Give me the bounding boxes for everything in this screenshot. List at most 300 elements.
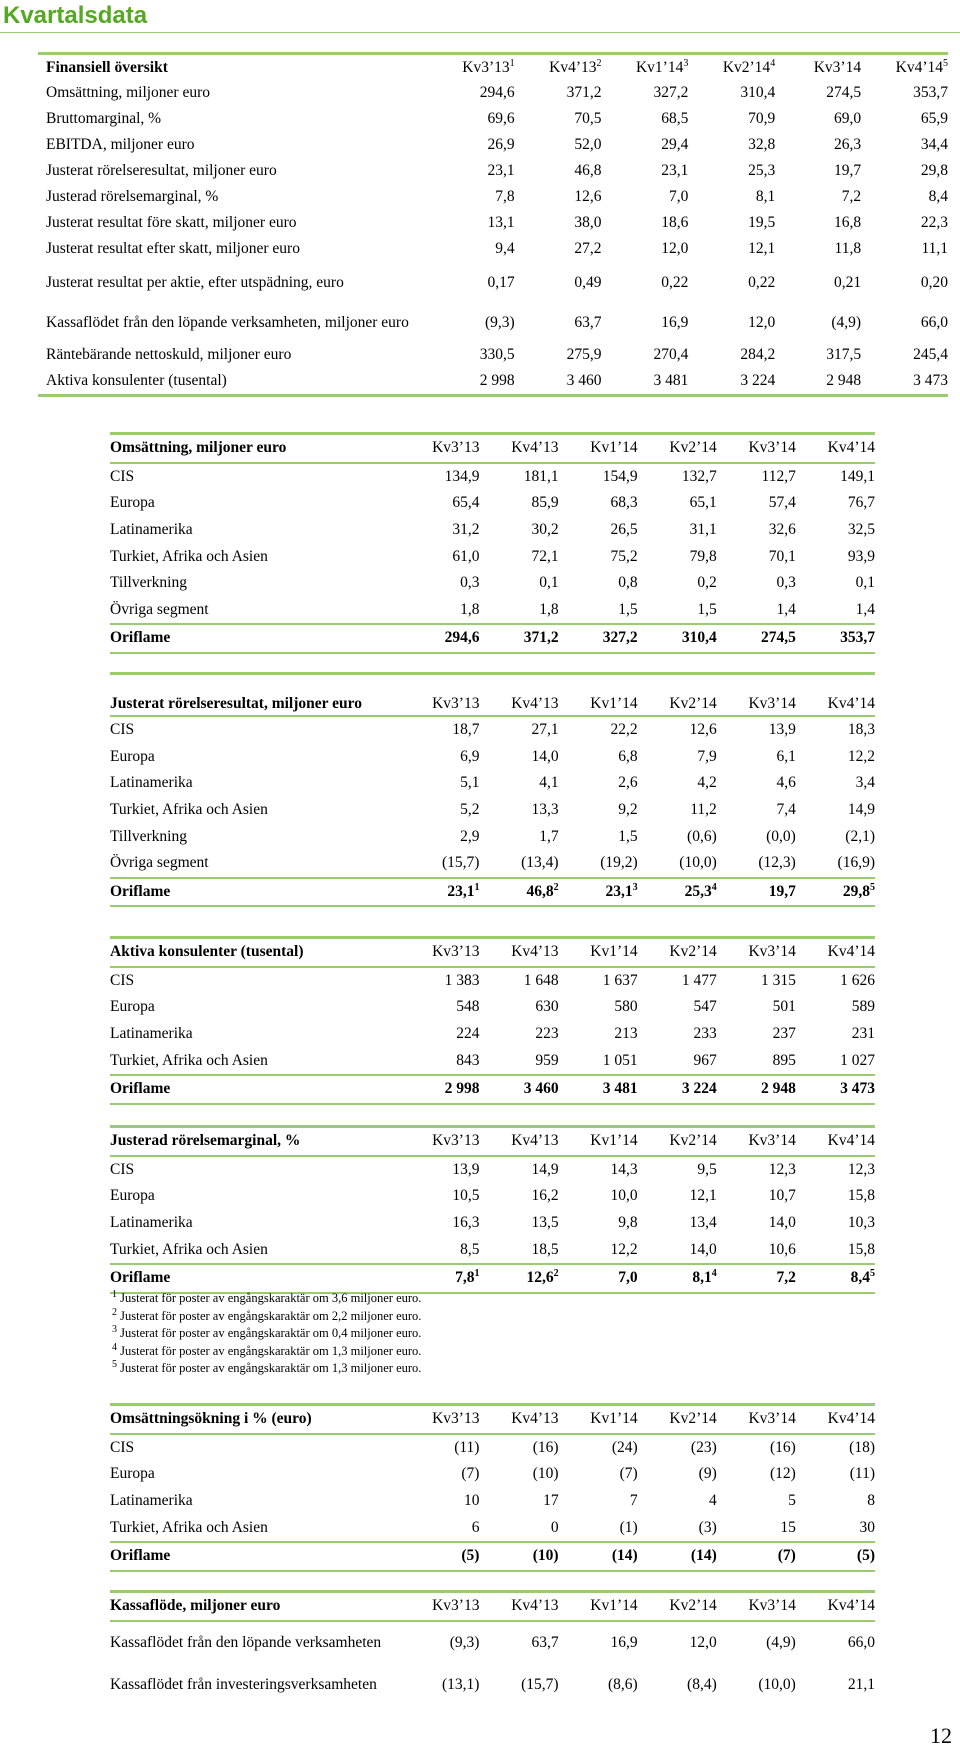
table-cell: (16) xyxy=(532,1438,559,1456)
table-cell: (0,0) xyxy=(766,827,796,845)
total-value: (5) xyxy=(461,1547,480,1565)
overview-cell: 294,6 xyxy=(479,84,515,101)
table-cell: 13,4 xyxy=(689,1214,717,1232)
overview-cell: 270,4 xyxy=(653,346,689,363)
overview-cell: 11,8 xyxy=(834,240,862,257)
column-header: Kv4’13 xyxy=(479,1592,558,1621)
total-label: Oriflame xyxy=(110,1075,400,1104)
column-header: Kv3’13 xyxy=(400,1592,479,1621)
table-cell: 224 xyxy=(456,1025,480,1043)
total-value: 353,7 xyxy=(840,629,875,647)
overview-cell: 317,5 xyxy=(826,346,862,363)
overview-cell: 46,8 xyxy=(574,162,602,179)
footnote-ref: 5 xyxy=(870,1268,875,1280)
table-cell: 6,9 xyxy=(460,747,480,765)
table-cell: 231 xyxy=(851,1025,875,1043)
table-header-row xyxy=(110,1592,875,1621)
table-cell: 5,2 xyxy=(460,801,480,819)
table-header-row xyxy=(110,1127,875,1156)
overview-cell: 12,0 xyxy=(748,313,776,331)
table-cell: 0,3 xyxy=(460,574,480,592)
footnote xyxy=(112,1343,421,1361)
footnotes xyxy=(112,1290,421,1378)
overview-cell: 29,8 xyxy=(920,162,948,179)
table-cell: 967 xyxy=(693,1051,717,1069)
total-value: 23,1 xyxy=(447,882,475,900)
column-header: Kv3’14 xyxy=(717,674,796,717)
column-header: Kv1’14 xyxy=(559,1592,638,1621)
overview-cell: 0,22 xyxy=(748,273,776,291)
row-label: Turkiet, Afrika och Asien xyxy=(110,801,268,819)
row-label: Latinamerika xyxy=(110,1214,193,1232)
footnote-ref: 1 xyxy=(474,1268,480,1280)
table-row xyxy=(110,570,875,597)
table-cell: 6 xyxy=(471,1518,480,1536)
table-cell: 13,5 xyxy=(531,1214,559,1232)
overview-cell: (4,9) xyxy=(831,313,862,331)
table-cell: 9,2 xyxy=(618,801,638,819)
overview-cell: 13,1 xyxy=(487,214,515,231)
table-row xyxy=(110,1236,875,1264)
overview-cell: 371,2 xyxy=(566,84,602,101)
total-cell xyxy=(479,624,558,653)
row-label: Övriga segment xyxy=(110,854,209,872)
table-cell: 9,8 xyxy=(618,1214,638,1232)
overview-row xyxy=(38,210,948,236)
column-header: Kv4’13 xyxy=(479,1127,558,1156)
table-cell: (3) xyxy=(698,1518,717,1536)
total-value: 274,5 xyxy=(760,629,796,647)
table-cell: 65,4 xyxy=(452,494,480,512)
column-header: Kv3’14 xyxy=(717,1127,796,1156)
table-cell: (8,4) xyxy=(687,1676,717,1694)
table-cell: 6,8 xyxy=(618,747,638,765)
table-cell: 18,5 xyxy=(531,1240,559,1258)
total-label: Oriflame xyxy=(110,624,400,653)
column-header: Kv4’14 xyxy=(796,938,875,967)
table-cell: 75,2 xyxy=(610,547,638,565)
table-cell: 1,8 xyxy=(539,600,559,618)
table-row xyxy=(110,490,875,517)
table-cell: 61,0 xyxy=(452,547,480,565)
table-cell: 1 051 xyxy=(602,1051,638,1069)
table-cell: (7) xyxy=(619,1465,638,1483)
table-cell: 5,1 xyxy=(460,774,480,792)
overview-cell: 274,5 xyxy=(826,84,862,101)
overview-cell: 3 460 xyxy=(566,372,602,389)
table-cell: 1 648 xyxy=(523,971,559,989)
column-header: Kv4’14 xyxy=(796,1405,875,1434)
table-cell: 18,7 xyxy=(452,721,480,739)
table-cell: 85,9 xyxy=(531,494,559,512)
overview-cell: 19,7 xyxy=(833,162,862,179)
total-value: 2 998 xyxy=(444,1080,480,1098)
table-header-row xyxy=(110,674,875,717)
table-cell: 14,3 xyxy=(610,1160,638,1178)
table-cell: 13,9 xyxy=(768,721,796,739)
table-row xyxy=(110,716,875,744)
overview-cell: 22,3 xyxy=(920,214,948,231)
overview-cell: 310,4 xyxy=(740,84,776,101)
total-cell xyxy=(638,1075,717,1104)
column-header: Kv1’14 xyxy=(559,1405,638,1434)
table-cell: 0,8 xyxy=(618,574,638,592)
table-cell: 12,6 xyxy=(689,721,717,739)
row-label: Latinamerika xyxy=(110,774,193,792)
table-cell: 16,3 xyxy=(452,1214,480,1232)
table-title: Justerad rörelsemarginal, % xyxy=(110,1127,400,1156)
table-cell: (16,9) xyxy=(837,854,875,872)
row-label: CIS xyxy=(110,1438,135,1456)
table-cell: 13,9 xyxy=(452,1160,480,1178)
column-header: Kv2’14 xyxy=(638,1405,717,1434)
overview-row-label: Räntebärande nettoskuld, miljoner euro xyxy=(46,346,292,363)
total-cell xyxy=(638,1264,717,1293)
total-cell xyxy=(479,878,558,907)
overview-cell: 2 948 xyxy=(826,372,862,389)
row-label: CIS xyxy=(110,971,135,989)
table-cell: 15,8 xyxy=(847,1187,875,1205)
table-cell: 630 xyxy=(535,998,559,1016)
overview-cell: 9,4 xyxy=(495,240,515,257)
row-label: Kassaflödet från den löpande verksamheten xyxy=(110,1634,382,1652)
total-value: 3 481 xyxy=(602,1080,638,1098)
table-cell: 22,2 xyxy=(610,721,638,739)
overview-cell: 8,1 xyxy=(755,188,776,205)
table-cell: 16,9 xyxy=(610,1634,638,1652)
table-cell: 2,6 xyxy=(618,774,638,792)
total-row xyxy=(110,624,875,653)
overview-cell: 26,3 xyxy=(833,136,862,153)
table-cell: 1 637 xyxy=(602,971,638,989)
row-label: Tillverkning xyxy=(110,574,187,592)
table-cell: 1,5 xyxy=(618,827,638,845)
table-row xyxy=(110,1461,875,1488)
total-value: 23,1 xyxy=(605,882,633,900)
table-cell: 2,9 xyxy=(460,827,480,845)
table-cell: 12,1 xyxy=(689,1187,717,1205)
total-cell xyxy=(638,624,717,653)
column-header: Kv3’14 xyxy=(717,938,796,967)
column-header: Kv3’14 xyxy=(717,434,796,463)
overview-cell: 7,0 xyxy=(668,188,689,205)
column-header: Kv2’14 xyxy=(638,1592,717,1621)
column-header: Kv4’13 xyxy=(479,938,558,967)
total-cell xyxy=(559,878,638,907)
row-label: Turkiet, Afrika och Asien xyxy=(110,547,268,565)
footnote-ref: 4 xyxy=(711,1268,717,1280)
overview-cell: 68,5 xyxy=(661,110,689,127)
table-cell: (10,0) xyxy=(758,1676,796,1694)
overview-row xyxy=(38,236,948,262)
overview-row-label: Kassaflödet från den löpande verksamheten, miljoner euro xyxy=(46,313,409,331)
overview-row-label: Justerat resultat efter skatt, miljoner euro xyxy=(46,240,300,257)
sales-by-region-table xyxy=(110,432,875,654)
overview-cell: 23,1 xyxy=(487,162,515,179)
overview-col-header: $Kv2’14^4$ xyxy=(722,57,776,76)
table-cell: 589 xyxy=(851,998,875,1016)
total-value: 8,4 xyxy=(850,1269,870,1287)
row-label: Turkiet, Afrika och Asien xyxy=(110,1518,268,1536)
table-cell: 10,6 xyxy=(768,1240,796,1258)
column-header: Kv1’14 xyxy=(559,1127,638,1156)
overview-col-header: Kv3’14 xyxy=(813,58,862,76)
overview-row xyxy=(38,262,948,302)
total-cell xyxy=(479,1542,558,1571)
table-cell: 12,2 xyxy=(610,1240,638,1258)
total-cell xyxy=(717,624,796,653)
total-value: 3 460 xyxy=(523,1080,559,1098)
overview-cell: (9,3) xyxy=(484,313,515,331)
column-header: Kv3’13 xyxy=(400,434,479,463)
table-title: Aktiva konsulenter (tusental) xyxy=(110,938,400,967)
table-cell: 1,8 xyxy=(460,600,480,618)
table-cell: 112,7 xyxy=(761,467,796,485)
table-cell: 233 xyxy=(693,1025,717,1043)
row-label: CIS xyxy=(110,721,135,739)
footnote-ref: 1 xyxy=(474,881,480,893)
table-cell: 10,5 xyxy=(452,1187,480,1205)
column-header: Kv4’14 xyxy=(796,1592,875,1621)
overview-cell: 3 473 xyxy=(913,372,948,389)
page-number: 12 xyxy=(930,1723,952,1748)
total-value: 2 948 xyxy=(760,1080,796,1098)
table-row xyxy=(110,1488,875,1515)
table-cell: 32,6 xyxy=(768,521,796,539)
table-cell: 14,9 xyxy=(847,801,875,819)
total-cell xyxy=(796,1075,875,1104)
financial-overview-table xyxy=(38,52,948,397)
table-cell: 237 xyxy=(772,1025,796,1043)
overview-cell: 2 998 xyxy=(479,372,515,389)
table-cell: (16) xyxy=(770,1438,796,1456)
table-cell: 14,0 xyxy=(768,1214,796,1232)
table-row xyxy=(110,543,875,570)
overview-cell: 63,7 xyxy=(574,313,602,331)
table-row xyxy=(110,1434,875,1462)
row-label: Tillverkning xyxy=(110,827,187,845)
table-cell: 7,9 xyxy=(697,747,717,765)
table-row xyxy=(110,797,875,824)
row-label: CIS xyxy=(110,1160,135,1178)
table-cell: 8 xyxy=(867,1492,875,1510)
total-cell xyxy=(400,624,479,653)
total-value: (14) xyxy=(690,1547,717,1565)
overview-cell: 0,21 xyxy=(833,273,862,291)
overview-cell: 12,6 xyxy=(574,188,602,205)
table-cell: 843 xyxy=(456,1051,480,1069)
table-cell: 223 xyxy=(535,1025,559,1043)
table-cell: 5 xyxy=(788,1492,796,1510)
total-cell xyxy=(638,878,717,907)
overview-cell: 69,6 xyxy=(487,110,515,127)
table-cell: 10,3 xyxy=(847,1214,875,1232)
table-cell: (0,6) xyxy=(687,827,717,845)
table-title: Kassaflöde, miljoner euro xyxy=(110,1592,400,1621)
overview-cell: 38,0 xyxy=(574,214,602,231)
total-value: 12,6 xyxy=(526,1269,554,1287)
table-cell: 7,4 xyxy=(776,801,796,819)
table-title: Justerat rörelseresultat, miljoner euro xyxy=(110,674,400,717)
total-row xyxy=(110,878,875,907)
table-cell: 31,1 xyxy=(689,521,717,539)
cashflow-table xyxy=(110,1590,875,1706)
overview-row xyxy=(38,368,948,396)
total-value: 7,2 xyxy=(776,1269,796,1287)
total-value: (10) xyxy=(532,1547,559,1565)
total-cell xyxy=(400,878,479,907)
table-cell: (2,1) xyxy=(845,827,875,845)
table-cell: (8,6) xyxy=(607,1676,638,1694)
table-cell: 181,1 xyxy=(523,467,559,485)
overview-cell: 26,9 xyxy=(487,136,515,153)
overview-col-header: $Kv1’14^3$ xyxy=(635,57,689,76)
total-cell xyxy=(796,624,875,653)
overview-cell: 32,8 xyxy=(748,136,776,153)
column-header: Kv4’14 xyxy=(796,434,875,463)
footnote-text: Justerat för poster av engångskaraktär om 3,6 miljoner euro. xyxy=(120,1291,422,1305)
overview-row-label: Justerat resultat före skatt, miljoner euro xyxy=(46,214,297,231)
page-title: Kvartalsdata xyxy=(3,2,148,29)
overview-cell: 275,9 xyxy=(566,346,602,363)
table-cell: (10) xyxy=(532,1465,559,1483)
row-label: Europa xyxy=(110,1465,155,1483)
table-cell: 0,1 xyxy=(855,574,875,592)
table-cell: (12,3) xyxy=(758,854,796,872)
table-cell: 1,4 xyxy=(776,600,796,618)
total-cell xyxy=(717,1542,796,1571)
total-cell xyxy=(400,1264,479,1293)
table-cell: (10,0) xyxy=(679,854,717,872)
table-cell: (9) xyxy=(698,1465,717,1483)
row-label: Europa xyxy=(110,494,155,512)
overview-cell: 0,20 xyxy=(920,273,948,291)
total-value: 25,3 xyxy=(684,882,712,900)
table-cell: 17 xyxy=(543,1492,559,1510)
table-cell: (1) xyxy=(619,1518,638,1536)
table-cell: 26,5 xyxy=(610,521,638,539)
overview-cell: 12,0 xyxy=(661,240,689,257)
table-row xyxy=(110,744,875,771)
footnote-ref: 3 xyxy=(632,881,638,893)
row-label: Kassaflödet från investeringsverksamheten xyxy=(110,1676,377,1694)
column-header: Kv3’13 xyxy=(400,674,479,717)
overview-cell: 0,17 xyxy=(487,273,515,291)
table-cell: 18,3 xyxy=(847,721,875,739)
total-value: 7,0 xyxy=(618,1269,638,1287)
active-consultants-table xyxy=(110,936,875,1105)
table-cell: 65,1 xyxy=(689,494,717,512)
table-cell: 10,0 xyxy=(610,1187,638,1205)
footnote-ref: 2 xyxy=(553,881,559,893)
column-header: Kv4’14 xyxy=(796,674,875,717)
footnote-number: 3 xyxy=(112,1323,117,1335)
total-value: 310,4 xyxy=(681,629,717,647)
table-row xyxy=(110,597,875,625)
overview-row-label: Justerad rörelsemarginal, % xyxy=(46,188,219,205)
overview-cell: 3 481 xyxy=(653,372,689,389)
table-cell: (24) xyxy=(611,1438,638,1456)
table-row xyxy=(110,994,875,1021)
overview-cell: 330,5 xyxy=(479,346,515,363)
total-value: 46,8 xyxy=(526,882,554,900)
table-cell: 57,4 xyxy=(768,494,796,512)
table-cell: 1,4 xyxy=(855,600,875,618)
table-cell: 4,1 xyxy=(539,774,559,792)
footnote-text: Justerat för poster av engångskaraktär om 1,3 miljoner euro. xyxy=(120,1343,422,1358)
footnote-ref: 2 xyxy=(553,1268,559,1280)
total-cell xyxy=(559,1264,638,1293)
table-cell: 14,9 xyxy=(531,1160,559,1178)
row-label: Turkiet, Afrika och Asien xyxy=(110,1051,268,1069)
column-header: Kv3’13 xyxy=(400,1127,479,1156)
table-row xyxy=(110,770,875,797)
total-value: 8,1 xyxy=(692,1269,712,1287)
table-cell: (15,7) xyxy=(442,854,480,872)
overview-row-label: Omsättning, miljoner euro xyxy=(46,84,211,101)
overview-cell: 327,2 xyxy=(653,84,689,101)
total-cell xyxy=(400,1075,479,1104)
table-cell: 895 xyxy=(772,1051,796,1069)
column-header: Kv2’14 xyxy=(638,674,717,717)
table-cell: 32,5 xyxy=(847,521,875,539)
column-header: Kv3’13 xyxy=(400,1405,479,1434)
table-row xyxy=(110,517,875,544)
overview-title: Finansiell översikt xyxy=(46,58,168,76)
table-cell: 13,3 xyxy=(531,801,559,819)
overview-cell: 16,8 xyxy=(833,214,862,231)
table-row xyxy=(110,850,875,878)
footnote-ref: 4 xyxy=(711,881,717,893)
table-cell: 9,5 xyxy=(697,1160,717,1178)
table-cell: 79,8 xyxy=(689,547,717,565)
table-cell: 1 477 xyxy=(681,971,717,989)
overview-cell: 7,2 xyxy=(841,188,862,205)
overview-row-label: Bruttomarginal, % xyxy=(46,110,162,127)
table-row xyxy=(110,1210,875,1237)
total-value: 7,8 xyxy=(455,1269,475,1287)
table-cell: 1 383 xyxy=(444,971,480,989)
table-cell: 4 xyxy=(709,1492,717,1510)
table-title: Omsättningsökning i % (euro) xyxy=(110,1405,400,1434)
table-row xyxy=(110,1183,875,1210)
footnote xyxy=(112,1325,421,1343)
total-cell xyxy=(559,1542,638,1571)
total-label: Oriflame xyxy=(110,878,400,907)
overview-cell: 12,1 xyxy=(748,240,776,257)
table-cell: 68,3 xyxy=(610,494,638,512)
table-cell: 1 027 xyxy=(840,1051,875,1069)
table-cell: (4,9) xyxy=(766,1634,796,1652)
title-divider xyxy=(0,32,960,33)
table-cell: 580 xyxy=(614,998,638,1016)
table-cell: 10 xyxy=(463,1492,480,1510)
table-cell: 132,7 xyxy=(681,467,717,485)
footnote-ref: 5 xyxy=(870,881,875,893)
table-cell: 134,9 xyxy=(444,467,480,485)
overview-row-label: Justerat resultat per aktie, efter utspädning, euro xyxy=(46,273,344,291)
footnote-text: Justerat för poster av engångskaraktär om 2,2 miljoner euro. xyxy=(120,1308,422,1323)
table-cell: (11) xyxy=(454,1438,480,1456)
table-cell: 213 xyxy=(614,1025,638,1043)
table-row xyxy=(110,1156,875,1184)
total-row xyxy=(110,1542,875,1571)
overview-row-label: Aktiva konsulenter (tusental) xyxy=(46,372,227,389)
table-cell: 548 xyxy=(456,998,480,1016)
footnote-text: Justerat för poster av engångskaraktär om 0,4 miljoner euro. xyxy=(120,1326,422,1340)
overview-row-label: EBITDA, miljoner euro xyxy=(46,136,195,153)
overview-cell: 65,9 xyxy=(920,110,948,127)
